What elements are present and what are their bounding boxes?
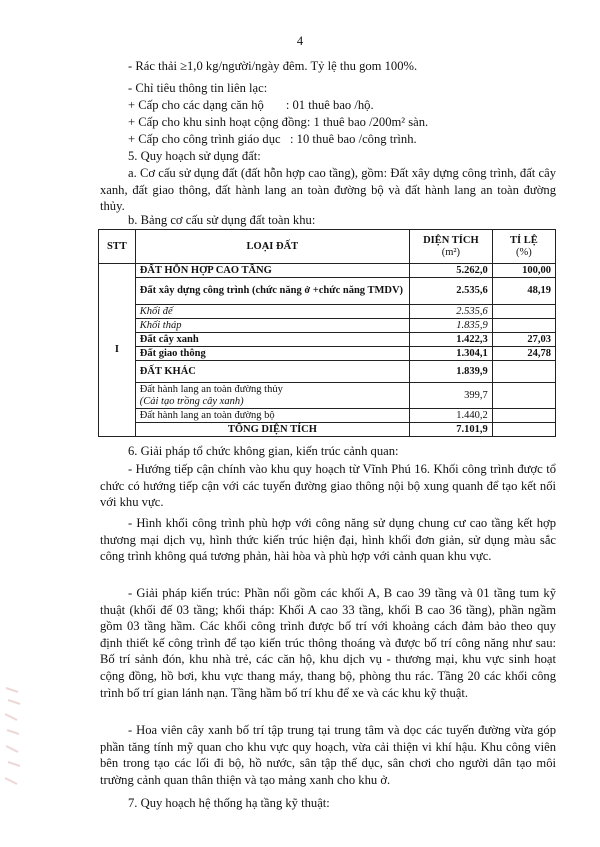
cell-ratio (492, 383, 555, 409)
cell-land-type: Đất giao thông (135, 347, 409, 361)
cell-total-area: 7.101,9 (409, 423, 492, 437)
table-header-row (99, 230, 556, 264)
section-6-title: 6. Giải pháp tổ chức không gian, kiến trúc cảnh quan: (128, 444, 399, 458)
section-6-paragraph-greenery: - Hoa viên cây xanh bố trí tập trung tại trung tâm và dọc các tuyến đường vừa góp phần tăng tính mỹ quan cho khu vực quy hoạch, vừa cải thiện vi khí hậu. Khu công viên bên trong tạo các lối đi bộ, hồ nước, sân tập thể dục, sân chơi cho người dân tạo môi trường cảnh quan thân thiện và tạo mảng xanh cho khu ở. (100, 723, 556, 787)
header-land-type: LOẠI ĐẤT (135, 230, 409, 264)
header-stt: STT (99, 230, 136, 264)
cell-ratio (492, 361, 555, 383)
section-6-paragraph-architecture: - Giải pháp kiến trúc: Phần nổi gồm các khối A, B cao 39 tầng và 01 tầng tum kỹ thuật (khối đế 03 tầng; khối tháp: Khối A cao 33 tầng, khối B cao 36 tầng), phần ngầm gồm 03 tầng hầm. Các khối công trình được bố trí với khoảng cách đảm bảo theo quy định thiết kế công trình để tạo kiến trúc thông thoáng và được bố trí công năng như sau: Bố trí sảnh đón, khu nhà trẻ, các căn hộ, khu dịch vụ - thương mại, khu vực sinh hoạt cộng đồng, hồ bơi, khu vực thang máy, thang bộ, phòng thu rác. Tầng 20 các khối công trình bố trí gian lánh nạn. Tầng hầm bố trí khu để xe và các khu kỹ thuật. (100, 586, 556, 700)
line-telecom-community: + Cấp cho khu sinh hoạt cộng đồng: 1 thuê bao /200m² sàn. (128, 115, 429, 129)
cell-area: 1.839,9 (409, 361, 492, 383)
cell-land-type-label: Đất hành lang an toàn đường thủy (139, 383, 283, 395)
row-stt: I (99, 264, 136, 437)
page-number: 4 (296, 34, 304, 48)
header-area (409, 230, 492, 264)
cell-land-type: ĐẤT HỖN HỢP CAO TẦNG (135, 264, 409, 278)
table-row (99, 305, 556, 319)
faint-stamp-mark (2, 680, 24, 800)
table-row (99, 409, 556, 423)
line-telecom-title: - Chỉ tiêu thông tin liên lạc: (128, 81, 268, 95)
cell-total-ratio (492, 423, 555, 437)
section-6-paragraph-massing: - Hình khối công trình phù hợp với công năng sử dụng chung cư cao tầng kết hợp thương mại dịch vụ, hình thức kiến trúc hiện đại, hình khối đơn giản, sử dụng màu sắc công trình không quá tương phản, hài hòa và phù hợp với cảnh quan khu vực. (100, 516, 556, 564)
cell-ratio (492, 305, 555, 319)
cell-land-type: Khối tháp (135, 319, 409, 333)
table-total-row (99, 423, 556, 437)
cell-area: 2.535,6 (409, 305, 492, 319)
section-7-title: 7. Quy hoạch hệ thống hạ tầng kỹ thuật: (128, 796, 330, 810)
cell-area: 2.535,6 (409, 278, 492, 305)
cell-ratio: 24,78 (492, 347, 555, 361)
cell-area: 1.304,1 (409, 347, 492, 361)
cell-area: 1.835,9 (409, 319, 492, 333)
cell-land-type: Đất cây xanh (135, 333, 409, 347)
cell-ratio (492, 409, 555, 423)
cell-land-type (135, 383, 409, 409)
cell-area: 5.262,0 (409, 264, 492, 278)
header-area-unit: (m²) (441, 246, 461, 258)
table-title: b. Bảng cơ cấu sử dụng đất toàn khu: (128, 213, 316, 227)
cell-area: 399,7 (409, 383, 492, 409)
cell-total-label: TỔNG DIỆN TÍCH (135, 423, 409, 437)
land-use-table (98, 229, 556, 437)
cell-ratio: 100,00 (492, 264, 555, 278)
section-6-paragraph-access: - Hướng tiếp cận chính vào khu quy hoạch từ Vĩnh Phú 16. Khối công trình được tổ chức có hướng tiếp cận với các tuyến đường giao thông nội bộ xung quanh để tạo kết nối với khu vực. (100, 462, 556, 510)
cell-land-type: Đất xây dựng công trình (chức năng ở +chức năng TMDV) (135, 278, 409, 305)
header-ratio (492, 230, 555, 264)
table-row (99, 319, 556, 333)
line-waste: - Rác thải ≥1,0 kg/người/ngày đêm. Tỷ lệ thu gom 100%. (128, 59, 418, 73)
table-row (99, 278, 556, 305)
cell-area: 1.440,2 (409, 409, 492, 423)
cell-land-type: Đất hành lang an toàn đường bộ (135, 409, 409, 423)
cell-ratio: 48,19 (492, 278, 555, 305)
table-row (99, 333, 556, 347)
line-telecom-apartments: + Cấp cho các dạng căn hộ : 01 thuê bao /hộ. (128, 98, 374, 112)
cell-ratio (492, 319, 555, 333)
table-row (99, 383, 556, 409)
cell-land-type: Khối đế (135, 305, 409, 319)
line-telecom-education: + Cấp cho công trình giáo dục : 10 thuê bao /công trình. (128, 132, 417, 146)
cell-ratio: 27,03 (492, 333, 555, 347)
cell-area: 1.422,3 (409, 333, 492, 347)
table-row (99, 264, 556, 278)
cell-land-type-note: (Cải tạo trồng cây xanh) (139, 395, 244, 407)
header-ratio-label: TỈ LỆ (510, 234, 538, 246)
section-5-title: 5. Quy hoạch sử dụng đất: (128, 149, 261, 163)
header-ratio-unit: (%) (515, 246, 532, 258)
cell-land-type: ĐẤT KHÁC (135, 361, 409, 383)
header-area-label: DIỆN TÍCH (423, 234, 479, 246)
table-row (99, 361, 556, 383)
table-row (99, 347, 556, 361)
paragraph-5a: a. Cơ cấu sử dụng đất (đất hỗn hợp cao tầng), gồm: Đất xây dựng công trình, đất cây xanh, đất giao thông, đất hành lang an toàn đường bộ và đất hành lang an toàn đường thủy. (100, 166, 556, 214)
